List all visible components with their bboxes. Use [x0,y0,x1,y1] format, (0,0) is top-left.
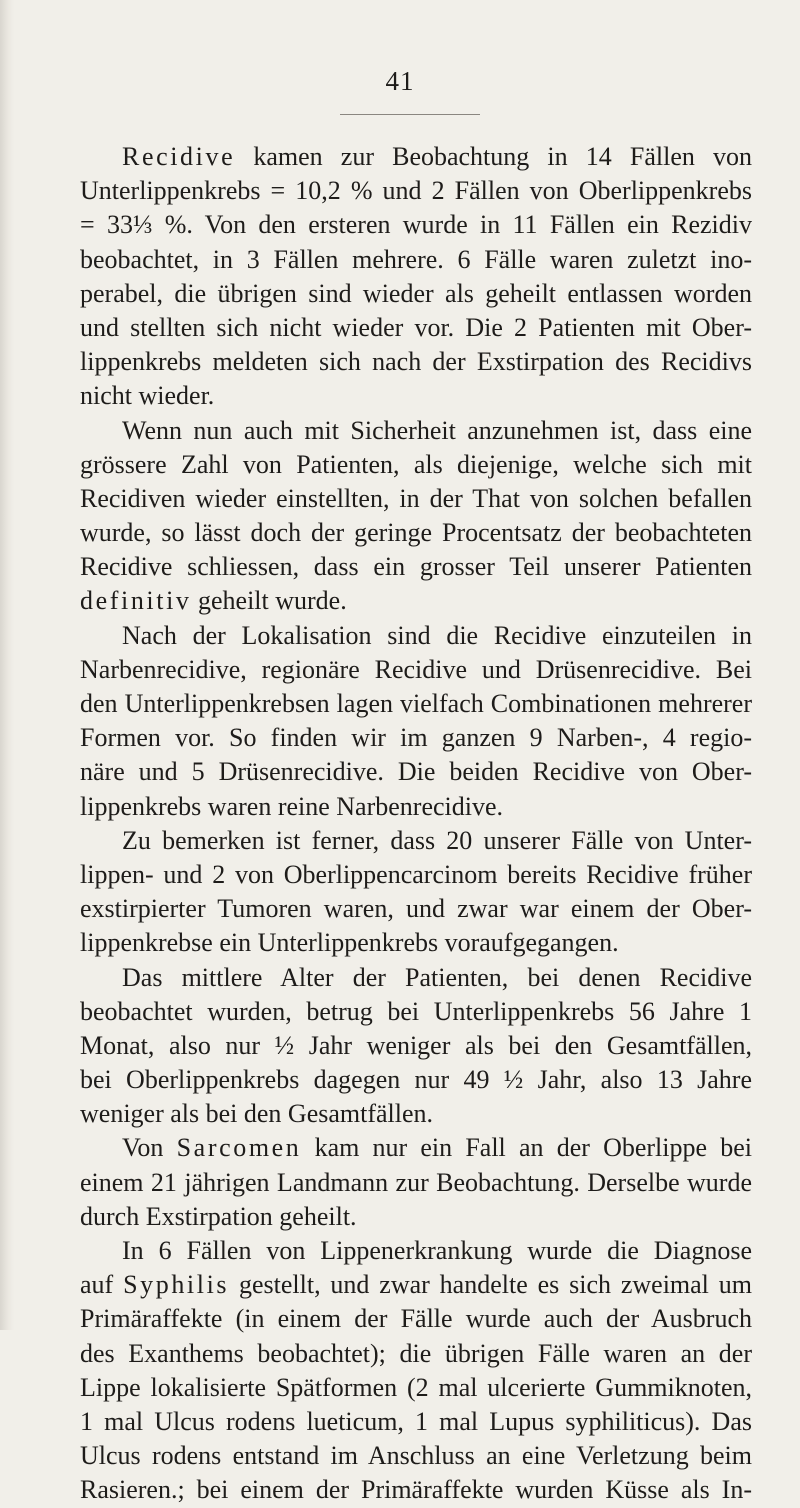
text-line: einem 21 jährigen Landmann zur Beobachtung. Derselbe wurde [80,1167,752,1197]
text-line: weniger als bei den Gesamtfällen. [80,1099,434,1129]
text-line: perabel, die übrigen sind wieder als geheilt entlassen worden [80,278,752,308]
text-line: Ulcus rodens entstand im Anschluss an eine Verletzung beim [80,1441,752,1471]
text-line: auf Syphilis gestellt, und zwar handelte es sich zweimal um [80,1270,752,1300]
text-line: Recidive kamen zur Beobachtung in 14 Fällen von [122,142,752,171]
text-line: nicht wieder. [80,381,215,411]
page-number: 41 [385,66,415,96]
text-line: definitiv geheilt wurde. [80,586,347,616]
text-line: lippenkrebse ein Unterlippenkrebs voraufgegangen. [80,928,619,958]
text-line: näre und 5 Drüsenrecidive. Die beiden Recidive von Ober- [80,757,752,787]
text-line: lippenkrebs meldeten sich nach der Exstirpation des Recidivs [80,347,752,377]
text-line: Narbenrecidive, regionäre Recidive und Drüsenrecidive. Bei [80,654,752,684]
text-line: den Unterlippenkrebsen lagen vielfach Combinationen mehrerer [80,689,752,718]
text-line: Recidiven wieder einstellten, in der That von solchen befallen [80,483,752,513]
text-line: lippen- und 2 von Oberlippencarcinom bereits Recidive früher [80,859,752,889]
text-line: Primäraffekte (in einem der Fälle wurde auch der Ausbruch [80,1304,752,1334]
text-line: = 33⅓ %. Von den ersteren wurde in 11 Fällen ein Rezidiv [80,210,752,240]
text-line: exstirpierter Tumoren waren, und zwar war einem der Ober- [80,894,752,924]
text-line: Wenn nun auch mit Sicherheit anzunehmen ist, dass eine [122,415,752,445]
text-line: des Exanthems beobachtet); die übrigen Fälle waren an der [80,1338,752,1368]
spaced-emphasis: definitiv [80,586,192,616]
text-line: Von Sarcomen kam nur ein Fall an der Oberlippe bei [122,1133,752,1163]
spaced-emphasis: Sarcomen [176,1133,302,1163]
text-line: beobachtet wurden, betrug bei Unterlippenkrebs 56 Jahre 1 [80,996,752,1026]
text-line: Monat, also nur ½ Jahr weniger als bei den Gesamtfällen, [80,1030,752,1060]
text-line: beobachtet, in 3 Fällen mehrere. 6 Fälle waren zuletzt ino- [80,244,752,274]
text-line: Recidive schliessen, dass ein grosser Teil unserer Patienten [80,552,752,582]
text-line: lippenkrebs waren reine Narbenrecidive. [80,791,504,821]
body-text [80,140,752,1508]
text-line: und stellten sich nicht wieder vor. Die 2 Patienten mit Ober- [80,312,752,342]
spaced-emphasis: Syphilis [123,1270,230,1300]
text-line: bei Oberlippenkrebs dagegen nur 49 ½ Jahr, also 13 Jahre [80,1065,752,1095]
text-line: Formen vor. So finden wir im ganzen 9 Narben-, 4 regio- [80,723,752,753]
text-line: Nach der Lokalisation sind die Recidive einzuteilen in [122,620,752,650]
header-rule [340,114,480,115]
spaced-emphasis: Recidive [122,142,236,171]
text-line: Lippe lokalisierte Spätformen (2 mal ulcerierte Gummiknoten, [80,1372,752,1402]
text-line: 1 mal Ulcus rodens lueticum, 1 mal Lupus syphiliticus). Das [80,1406,752,1436]
text-line: Rasieren.; bei einem der Primäraffekte wurden Küsse als In- [80,1475,752,1505]
text-line: In 6 Fällen von Lippenerkrankung wurde die Diagnose [122,1236,752,1265]
text-line: wurde, so lässt doch der geringe Procentsatz der beobachteten [80,518,752,548]
text-line: Zu bemerken ist ferner, dass 20 unserer Fälle von Unter- [122,825,752,855]
text-line: Das mittlere Alter der Patienten, bei denen Recidive [122,962,752,992]
text-line: Unterlippenkrebs = 10,2 % und 2 Fällen von Oberlippenkrebs [80,176,752,206]
text-line: grössere Zahl von Patienten, als diejenige, welche sich mit [80,449,752,479]
text-line: durch Exstirpation geheilt. [80,1201,357,1231]
page-binding-edge [0,0,14,1330]
